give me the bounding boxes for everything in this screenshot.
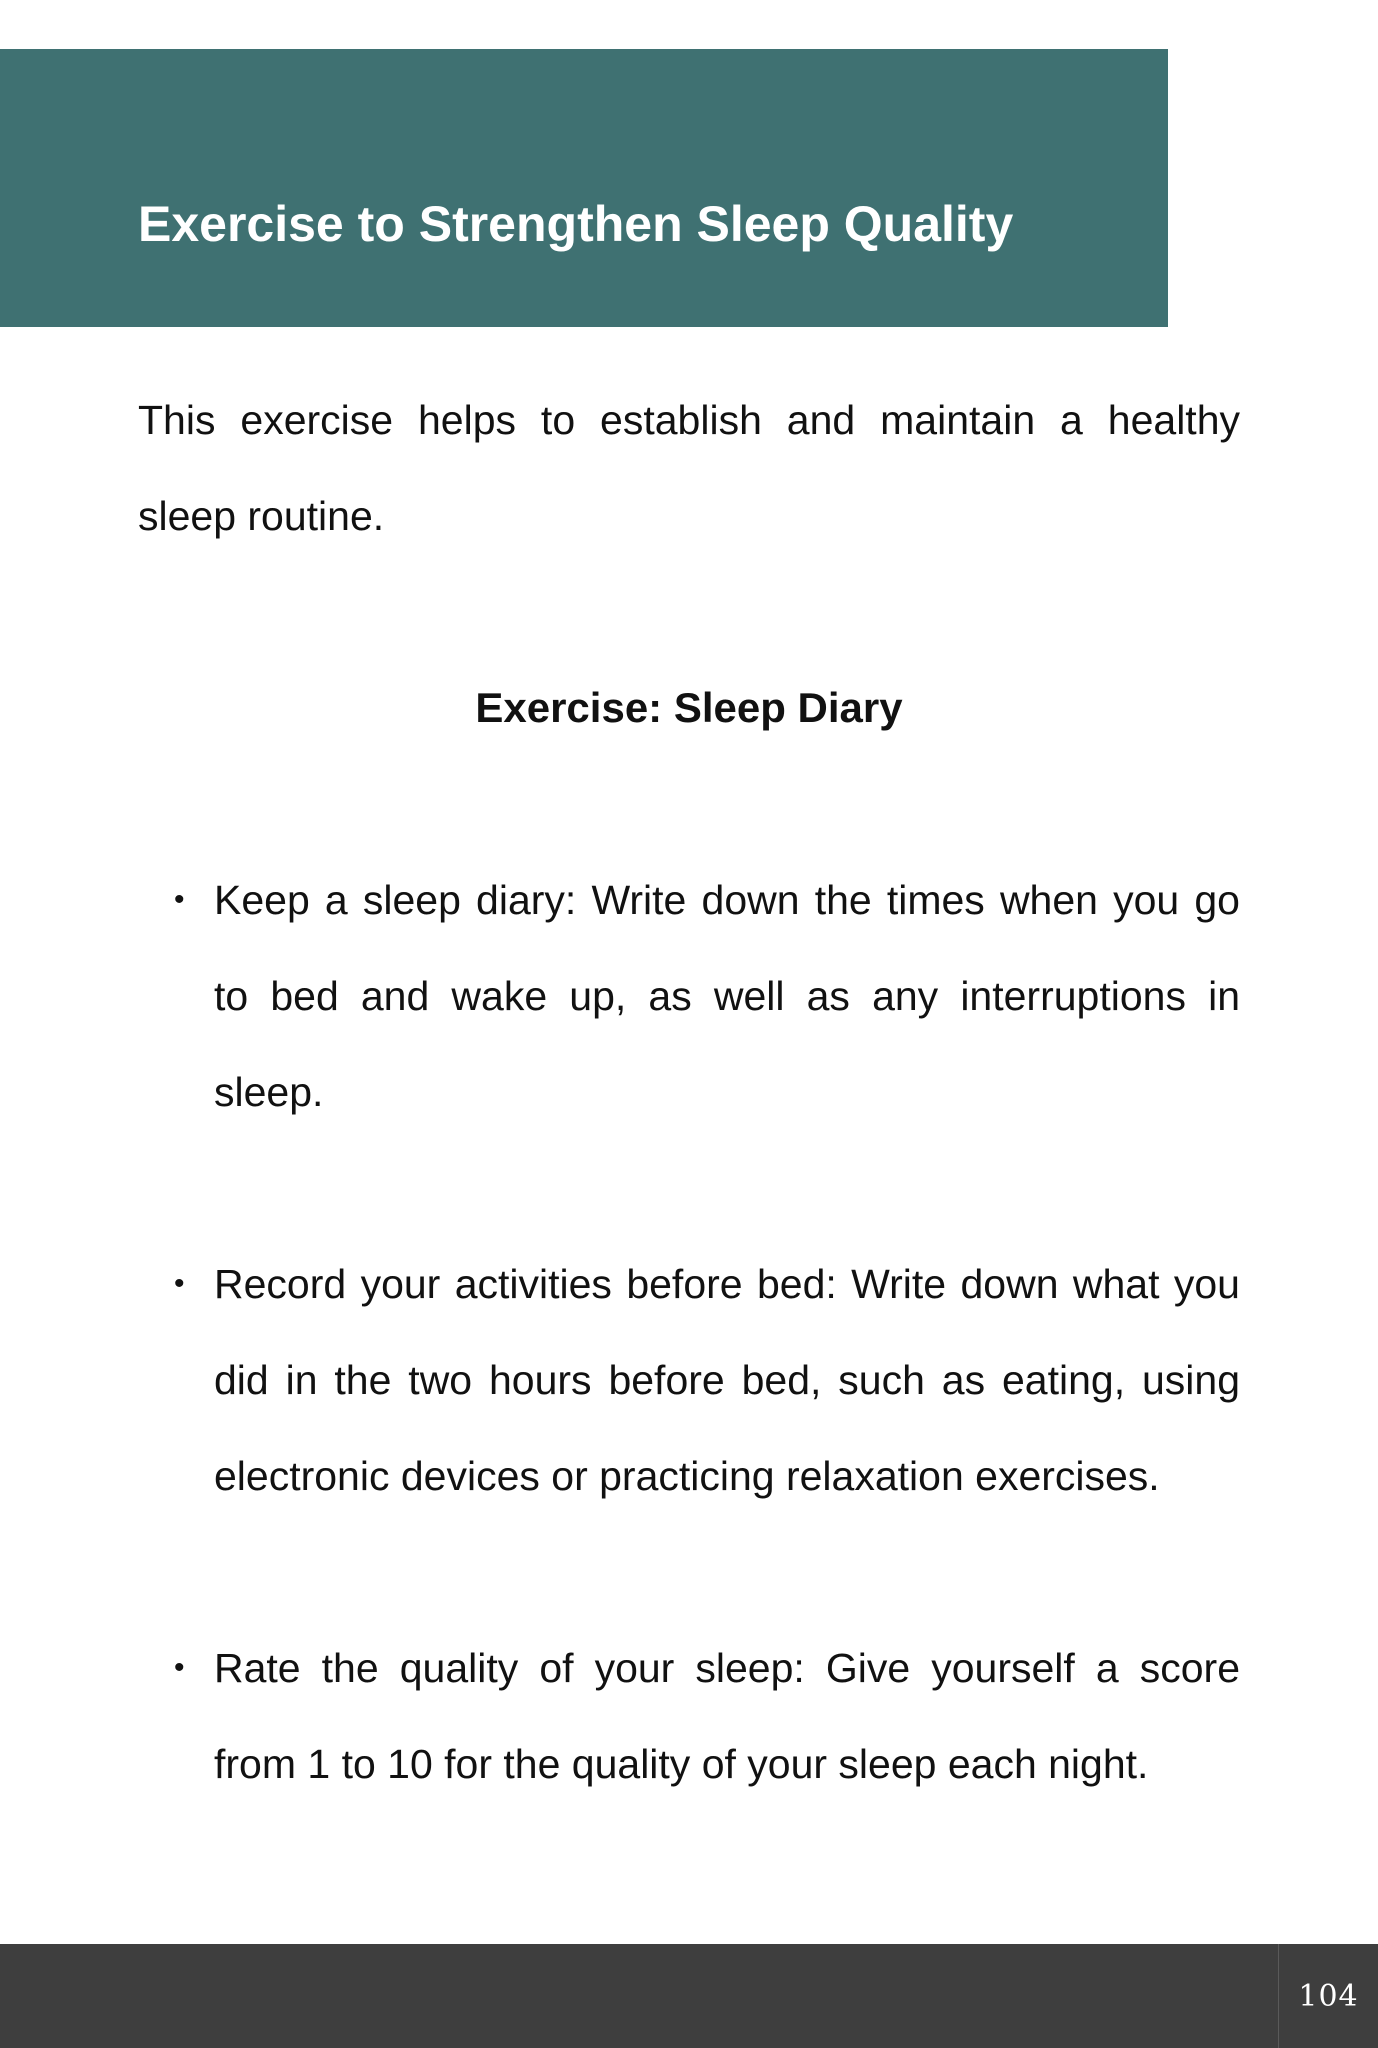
step-text: Record your activities before bed: Write down what you did in the two hours before bed, such as eating, using electronic devices or practicing relaxation exercises. [214, 1261, 1240, 1499]
page-number: 104 [1298, 1978, 1359, 2014]
bullet-icon: • [174, 1267, 185, 1300]
footer-bar [0, 1944, 1378, 2048]
exercise-steps-list [174, 852, 1240, 1908]
title-banner [0, 49, 1168, 327]
bullet-icon: • [174, 883, 185, 916]
page-number-box [1278, 1944, 1378, 2048]
step-text: Rate the quality of your sleep: Give yourself a score from 1 to 10 for the quality of your sleep each night. [214, 1645, 1240, 1787]
list-item [174, 1236, 1240, 1524]
bullet-icon: • [174, 1651, 185, 1684]
intro-paragraph: This exercise helps to establish and maintain a healthy sleep routine. [138, 397, 1240, 539]
list-item [174, 852, 1240, 1140]
exercise-heading: Exercise: Sleep Diary [475, 684, 903, 731]
step-text: Keep a sleep diary: Write down the times when you go to bed and wake up, as well as any interruptions in sleep. [214, 877, 1240, 1115]
page-title: Exercise to Strengthen Sleep Quality [138, 196, 1014, 252]
list-item [174, 1620, 1240, 1812]
